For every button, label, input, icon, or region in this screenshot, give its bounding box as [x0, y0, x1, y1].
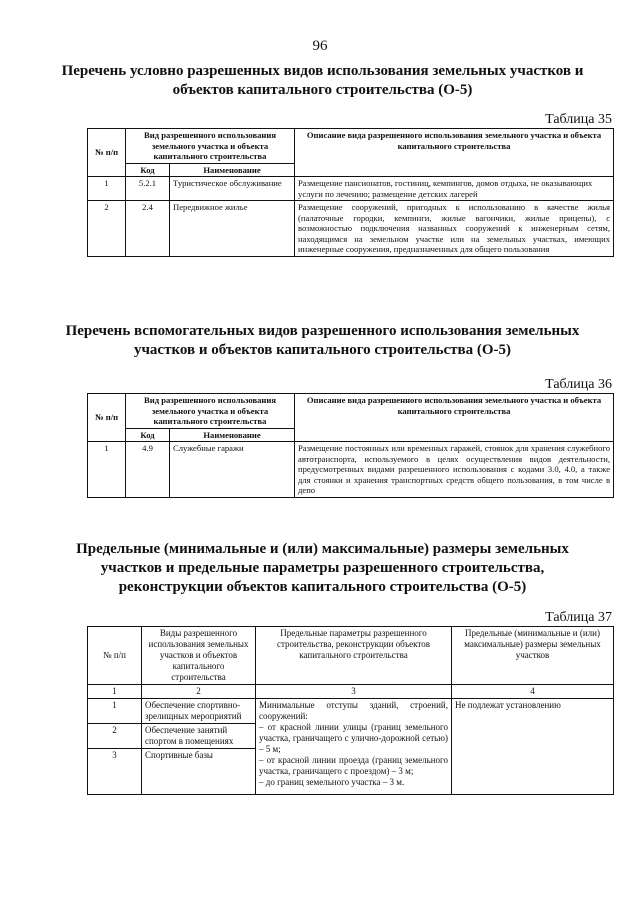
header-kind: Вид разрешенного использования земельного участка и объекта капитального строительства	[126, 394, 295, 429]
row-desc: Размещение сооружений, пригодных к использованию в качестве жилья (палаточные городки, кемпинги, жилые вагончики, жилые прицепы), с возможностью подключения названных сооружений к инженерным сетям, находящимся на земельном участке или на земельных участках, имеющих инженерные сооружения, предназначенных для общего пользования	[295, 201, 614, 257]
table-36	[87, 393, 614, 498]
section2-title: Перечень вспомогательных видов разрешенного использования земельных участков и объектов капитального строительства (О-5)	[65, 323, 580, 358]
sizes-cell: Не подлежат установлению	[452, 699, 614, 795]
row-kind: Обеспечение занятий спортом в помещениях	[142, 724, 256, 749]
row-num: 2	[88, 201, 126, 257]
row-name: Туристическое обслуживание	[170, 177, 295, 201]
row-desc: Размещение пансионатов, гостиниц, кемпингов, домов отдыха, не оказывающих услуги по лечению; размещение детских лагерей	[295, 177, 614, 201]
section1-title: Перечень условно разрешенных видов использования земельных участков и объектов капитального строительства (О-5)	[61, 63, 584, 98]
params-line: – до границ земельного участка – 3 м.	[259, 777, 405, 787]
row-num: 1	[88, 699, 142, 724]
column-number: 2	[142, 685, 256, 699]
section3-title: Предельные (минимальные и (или) максимальные) размеры земельных участков и предельные параметры разрешенного строительства, реконструкции объектов капитального строительства (О-5)	[76, 541, 569, 595]
table-35	[87, 128, 614, 257]
header-num: № п/п	[88, 394, 126, 442]
header-name: Наименование	[170, 428, 295, 442]
row-name: Служебные гаражи	[170, 442, 295, 498]
column-number: 4	[452, 685, 614, 699]
header-kinds: Виды разрешенного использования земельных участков и объектов капитального строительства	[142, 627, 256, 685]
row-num: 1	[88, 177, 126, 201]
row-num: 1	[88, 442, 126, 498]
row-num: 3	[88, 749, 142, 795]
row-desc: Размещение постоянных или временных гаражей, стоянок для хранения служебного автотранспорта, используемого в целях осуществления видов деятельности, предусмотренных видами разрешенного использования с кодами 3.0, 4.0, а также для стоянки и хранения транспортных средств общего пользования, в том числе в депо	[295, 442, 614, 498]
params-line: – от красной линии проезда (границ земельного участка, граничащего с проездом) – 3 м;	[259, 755, 448, 776]
table-row	[88, 177, 614, 201]
header-sizes: Предельные (минимальные и (или) максимальные) размеры земельных участков	[452, 627, 614, 685]
params-line: – от красной линии улицы (границ земельного участка, граничащего с улично-дорожной сетью) – 5 м;	[259, 722, 448, 754]
row-kind: Обеспечение спортивно-зрелищных мероприятий	[142, 699, 256, 724]
params-cell	[256, 699, 452, 795]
table-37	[87, 626, 614, 795]
row-num: 2	[88, 724, 142, 749]
header-name: Наименование	[170, 163, 295, 177]
header-desc: Описание вида разрешенного использования земельного участка и объекта капитального строительства	[295, 394, 614, 442]
table36-label: Таблица 36	[545, 377, 612, 392]
row-code: 2.4	[126, 201, 170, 257]
header-num: № п/п	[88, 627, 142, 685]
page-number: 96	[312, 38, 328, 54]
column-number: 1	[88, 685, 142, 699]
row-code: 4.9	[126, 442, 170, 498]
header-code: Код	[126, 428, 170, 442]
header-kind: Вид разрешенного использования земельного участка и объекта капитального строительства	[126, 129, 295, 164]
header-code: Код	[126, 163, 170, 177]
header-num: № п/п	[88, 129, 126, 177]
header-params: Предельные параметры разрешенного строительства, реконструкции объектов капитального строительства	[256, 627, 452, 685]
params-line: Минимальные отступы зданий, строений, сооружений:	[259, 700, 448, 721]
table37-label: Таблица 37	[545, 610, 612, 625]
row-kind: Спортивные базы	[142, 749, 256, 795]
table35-label: Таблица 35	[545, 112, 612, 127]
row-name: Передвижное жилье	[170, 201, 295, 257]
table-row	[88, 201, 614, 257]
table-row	[88, 699, 614, 724]
table-row	[88, 442, 614, 498]
row-code: 5.2.1	[126, 177, 170, 201]
column-number: 3	[256, 685, 452, 699]
header-desc: Описание вида разрешенного использования земельного участка и объекта капитального строительства	[295, 129, 614, 177]
